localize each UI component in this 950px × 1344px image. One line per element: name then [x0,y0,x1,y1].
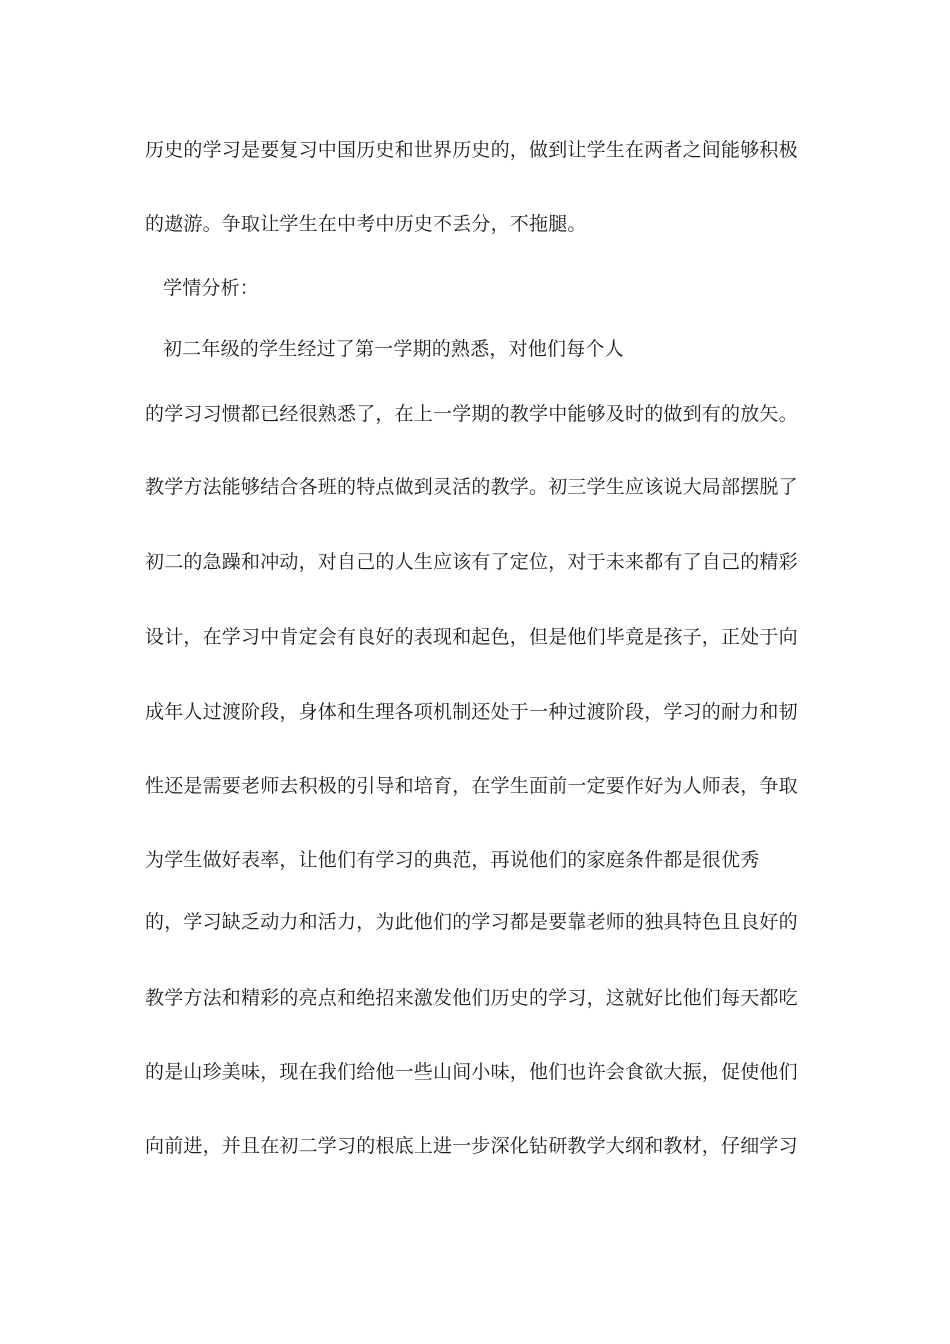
paragraph-line: 教学方法和精彩的亮点和绝招来激发他们历史的学习，这就好比他们每天都吃 [145,987,798,1009]
paragraph-line: 初二的急躁和冲动，对自己的人生应该有了定位，对于未来都有了自己的精彩 [145,551,798,573]
section-heading: 学情分析： [163,277,260,299]
paragraph-line: 的，学习缺乏动力和活力，为此他们的学习都是要靠老师的独具特色且良好的 [145,911,798,933]
paragraph-line: 为学生做好表率，让他们有学习的典范，再说他们的家庭条件都是很优秀 [145,849,760,871]
paragraph-line: 的是山珍美味，现在我们给他一些山间小味，他们也许会食欲大振，促使他们 [145,1061,798,1083]
paragraph-line: 教学方法能够结合各班的特点做到灵活的教学。初三学生应该说大局部摆脱了 [145,476,798,498]
paragraph-line: 设计，在学习中肯定会有良好的表现和起色，但是他们毕竟是孩子，正处于向 [145,626,798,648]
paragraph-line: 向前进，并且在初二学习的根底上进一步深化钻研教学大纲和教材，仔细学习 [145,1135,798,1157]
paragraph-line: 的学习习惯都已经很熟悉了，在上一学期的教学中能够及时的做到有的放矢。 [145,403,798,425]
paragraph-line: 性还是需要老师去积极的引导和培育，在学生面前一定要作好为人师表，争取 [145,775,798,797]
paragraph-line: 历史的学习是要复习中国历史和世界历史的，做到让学生在两者之间能够积极 [145,139,798,161]
paragraph-line: 的遨游。争取让学生在中考中历史不丢分，不拖腿。 [145,213,587,235]
paragraph-line: 初二年级的学生经过了第一学期的熟悉，对他们每个人 [163,338,624,360]
paragraph-line: 成年人过渡阶段，身体和生理各项机制还处于一种过渡阶段，学习的耐力和韧 [145,701,798,723]
